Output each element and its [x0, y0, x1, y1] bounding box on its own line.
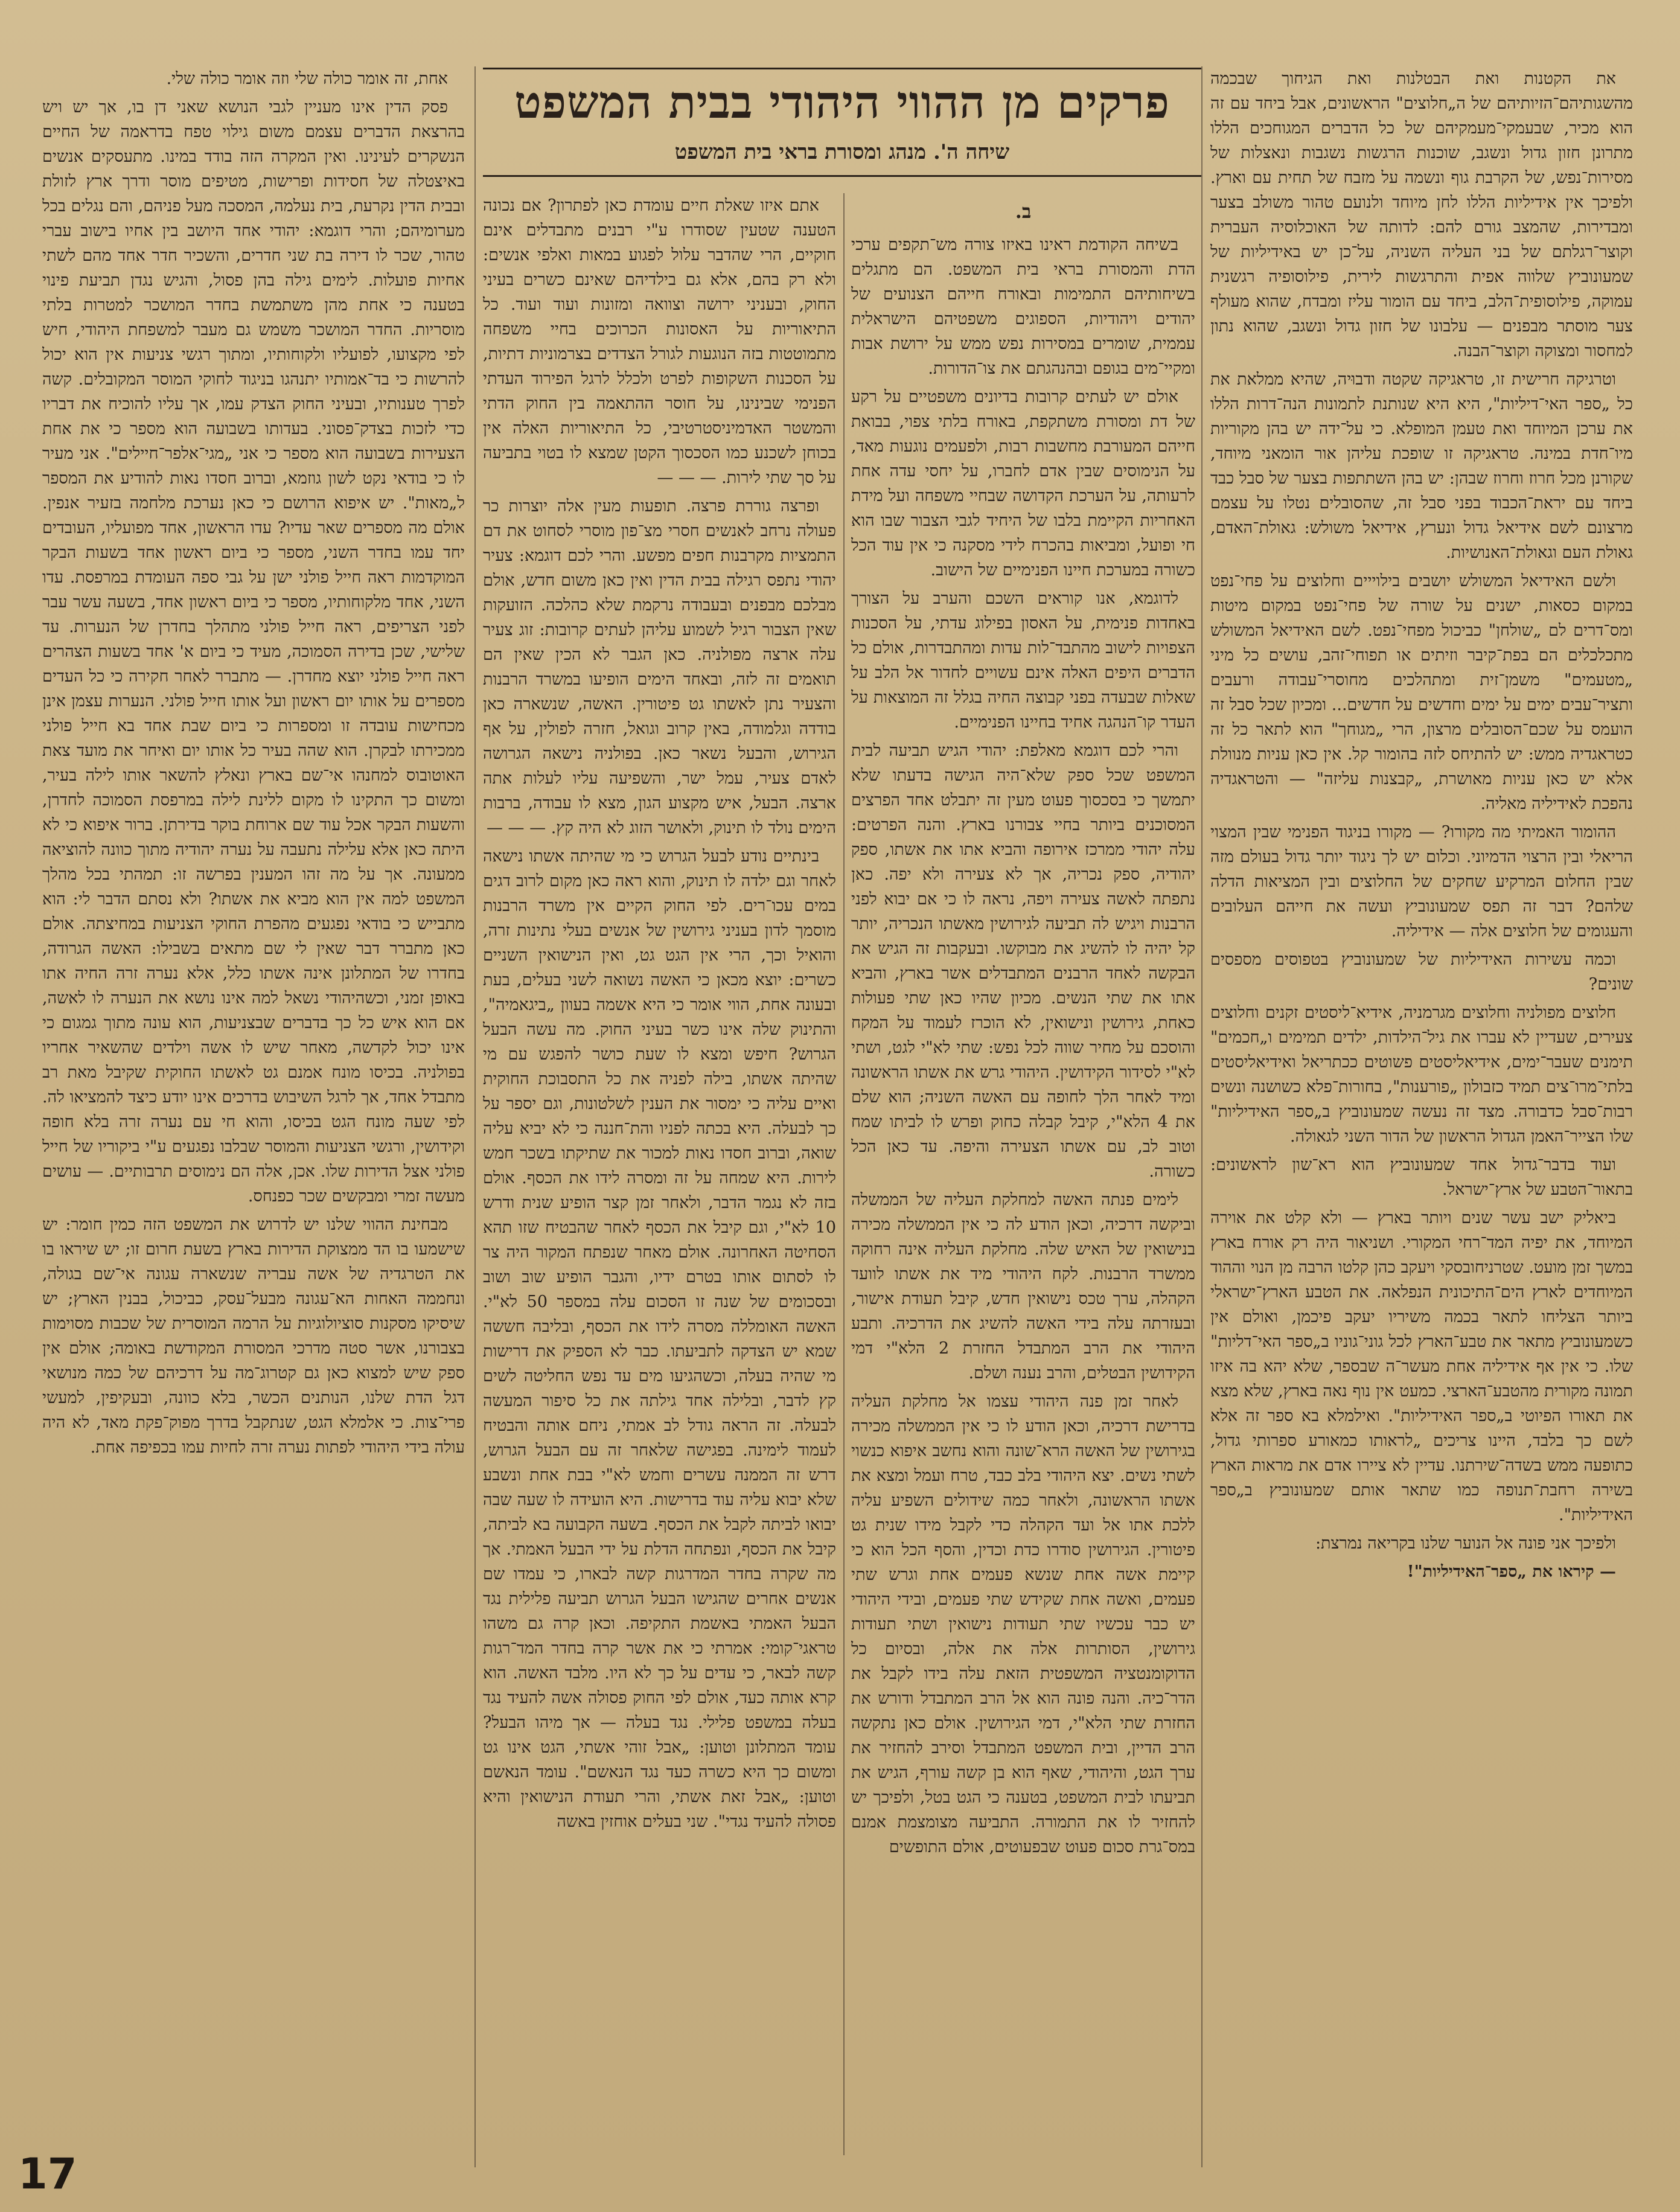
col1-para-4: ההומור האמיתי מה מקורו? — מקורו בניגוד הפנימי שבין המצוי הריאלי ובין הרצוי הדמיוני. וכלום יש לך ניגוד יותר גדול בעולם מזה שבין החלום המרקיע שחקים של החלוצים ובין המציאות הדלה שלהם? דבר זה תפס שמעונוביץ ועשה את חייהם העלובים והעגומים של חלוצים אלה — אידיליה. [1210, 823, 1633, 941]
col4-para-1: אחת, זה אומר כולה שלי וזה אומר כולה שלי. [166, 69, 448, 88]
col1-para-2: וטרגיקה חרישית זו, טראגיקה שקטה ודבוּיה, שהיא ממלאת את כל „ספר האי־דיליות", היא היא שנותנת לתמונות הנה־דרות הללו את ערכן המיוחד ואת טעמן המופלא. כי על־ידה יש בהן מקוריות מיו־חדת במינה. טראגיקה זו שופכת עליהן אור הומאני מיוחד, שקורנן מכל חרוז וחרוז שבהן: יש בהן השתתפות בצער של סבל כבד ביחד עם יראת־הכבוד בפני סבל זה, שהסובלים נטלו על עצמם מרצונם לשם אידיאל גדול ונערץ, אידיאל משולש: גאולת־האדם, גאולת העם וגאולת־האנושיות. [1210, 370, 1633, 562]
col2-para-1: בשיחה הקודמת ראינו באיזו צורה מש־תקפים ערכי הדת והמסורת בראי בית המשפט. הם מתגלים בשיחותיהם התמימות ובאורח חייהם הצנועים של יהודים ויהודיות, הספוגים משפטיהם הישראלית עממית, שומרים במסירות נפש ממש על ירושת אבות ומקיי־מים בגופם ובהנהגתם את צו־הדורות. [851, 235, 1195, 378]
article-subtitle: שיחה ה'. מנהג ומסורת בראי בית המשפט [674, 140, 1010, 164]
column-3 [483, 193, 836, 2155]
col2-para-5: לימים פנתה האשה למחלקת העליה של הממשלה וביקשה דרכיה, וכאן הודע לה כי אין הממשלה מכירה בנישואין של האיש שלה. מחלקת העליה אינה רחוקה ממשרד הרבנות. לקח היהודי מיד את אשתו לוועד הקהלה, ערך טכס נישואין חדש, קיבל תעודת אישור, ובעזרתה עלה בידי האשה להשיג את הדרכיה. ותבע היהודי את הרב המתבדל החזרת 2 הלא"י דמי הקידושין הבטלים, והרב נענה ושלם. [851, 1191, 1195, 1382]
col1-para-10: — קיראו את „ספר־האידיליות"! [1407, 1562, 1616, 1581]
column-4 [42, 66, 465, 2143]
col1-para-5: וכמה עשירות האידיליות של שמעונוביץ בטפוסים מספסים שונים? [1210, 950, 1633, 994]
article-title: פרקים מן ההווי היהודי בבית המשפט [514, 77, 1170, 129]
column-1 [1210, 66, 1633, 2155]
col2-para-3: לדוגמא, אנו קוראים השכם והערב על הצורך באחדות פנימית, על האסון בפילוג עדתי, על הסכנות הצפויות לישוב מהתבד־לות עדות ומהתבדרות, אולם כל הדברים היפים האלה אינם עשויים לחדור אל הלב על שאלות שבעדה בפני קבוצה החיה בגלל זה המוצאות על העדר קו־הנהגה אחיד בחיינו הפנימיים. [851, 589, 1195, 732]
column-rule-1 [1201, 66, 1203, 2167]
col3-para-3: בינתיים נודע לבעל הגרוש כי מי שהיתה אשתו נישאה לאחר וגם ילדה לו תינוק, והוא ראה כאן מקום לרוב דגים במים עכו־רים. לפי החוק הקיים אין משרד הרבנות מוסמך לדון בעניני גירושין של אנשים בעלי נתינות זרה, והואיל וכך, הרי אין הגט גט, ואין הנישואין השניים כשרים: יוצא מכאן כי האשה נשואה לשני בעלים, בעת ובעונה אחת, הווי אומר כי היא אשמה בעוון „ביגאמיה", והתינוק שלה אינו כשר בעיני החוק. מה עשה הבעל הגרוש? חיפש ומצא לו שעת כושר להפגש עם מי שהיתה אשתו, בילה לפניה את כל התסבוכת החוקית ואיים עליה כי ימסור את הענין לשלטונות, וגם יספר על כך לבעלה. היא בכתה לפניו והת־חננה כי לא יביא עליה שואה, וברוב חסדו נאות למכור את שתיקתו בשכר חמש לירות. היא שמחה על זה ומסרה לידו את הכסף. אולם בזה לא נגמר הדבר, ולאחר זמן קצר הופיע שנית ודרש 10 לא"י, וגם קיבל את הכסף לאחר שהבטיח שזו תהא הסחיטה האחרונה. אולם מאחר שנפתח המקור היה צר לו לסתום אותו בטרם ידיו, והגבר הופיע שוב ושוב ובסכומים של שנה זו הסכום עלה במספר 50 לא"י. האשה האומללה מסרה לידו את הכסף, ובליבה חששה שמא יש הצדקה לתביעתו. כבר לא הספיק את דרישות מי שהיה בעלה, וכשהגיעו מים עד נפש החליטה לשים קץ לדבר, ובלילה אחד גילתה את כל סיפור המעשה לבעלה. זה הראה גודל לב אמתי, ניחם אותה והבטיח לעמוד לימינה. בפגישה שלאחר זה עם הבעל הגרוש, דרש זה הממנה עשרים וחמש לא"י בבת אחת ונשבע שלא יבוא עליה עוד בדרישות. היא הועידה לו שעה שבה יבואו לביתה לקבל את הכסף. בשעה הקבועה בא לביתה, קיבל את הכסף, ונפתחה הדלת על ידי הבעל האמתי. אך מה שקרה בחדר המדרגות קשה לבארו, כי עמדו שם אנשים אחרים שהגישו הבעל הגרוש תביעה פלילית נגד הבעל האמתי באשמת התקיפה. וכאן קרה גם משהו טראגי־קומי: אמרתי כי את אשר קרה בחדר המד־רגות קשה לבאר, כי עדים על כך לא היו. מלבד האשה. הוא קרא אותה כעד, אולם לפי החוק פסולה אשה להעיד נגד בעלה במשפט פלילי. נגד בעלה — אך מיהו הבעל? עומד המתלונן וטוען: „אבל זוהי אשתי, הגט אינו גט ומשום כך היא כשרה כעד נגד הנאשם". עומד הנאשם וטוען: „אבל זאת אשתי, והרי תעודת הנישואין והיא פסולה להעיד נגדי". שני בעלים אוחזין באשה [483, 847, 836, 1831]
col4-para-2: פסק הדין אינו מעניין לגבי הנושא שאני דן בו, אך יש ויש בהרצאת הדברים עצמם משום גילוי טפח בדראמה של החיים הנשקרים לעינינו. ואין המקרה הזה בודד במינו. מתעסקים אנשים באיצטלה של חסידות ופרישות, מטיפים מוסר ודרך ארץ לזולת ובבית הדין נקרעת, בית נעלמה, המסכה מעל פניהם, והם נגלים בכל מערומיהם; והרי דוגמא: יהודי אחד היושב בין אחיו בישוב עברי טהור, שכר לו דירה בת שני חדרים, והשכיר חדר אחד מהם לשתי אחיות פועלות. לימים גילה בהן פסול, והגיש נגדן תביעת פינוי בטענה כי אחת מהן משתמשת בחדר המושכר למטרות בלתי מוסריות. החדר המושכר משמש גם מעבר למשפחת היהודי, חיש לפי מקצועו, לפועליו ולקוחותיו, ומתוך רגשי צניעות אין הוא יכול להרשות כי בד־אמותיו יתנהגו בניגוד לחוקי המוסר המקובלים. קשה לפרך טענותיו, ובעיני החוק הצדק עמו, אך עליו להוכיח את דבריו כדי לזכות בצדק־פסוני. בעדותו בשבועה הוא מספר כי את אחת הצעירות בשבועה הוא מספר כי אני „מגי־אלפר־חיילים". אני מעיר לו כי בודאי נקט לשון גוזמא, וברוב חסדו נאות להודיע את המספר ל„מאות". יש איפוא הרושם כי כאן נערכת מלחמה בזעיר אנפין. אולם מה מספרים שאר עדיו? עדו הראשון, אחד מפועליו, העובדים יחד עמו בחדר השני, מספר כי ביום ראשון אחד בשעות הבקר המוקדמות ראה חייל פולני ישן על גבי ספה העומדת במרפסת. עדו השני, אחד מלקוחותיו, מספר כי ביום ראשון אחד, בשעה עשר עבר לפני הצריפים, ראה חייל פולני מתהלך בחדרן של הנערות. עד שלישי, שכן בדירה הסמוכה, מעיד כי ביום א' אחד בשעות הצהרים ראה חייל פולני יוצא מחדרן. — מתברר לאחר חקירה כי כל העדים מספרים על אותו יום ראשון ועל אותו חייל פולני. הנערות עצמן אינן מכחישות עובדה זו ומספרות כי ביום שבת אחד בא חייל פולני ממכירתו לבקרן. הוא שהה בעיר כל אותו יום ואיחר את מועד צאת האוטובוס למחנהו אי־שם בארץ ונאלץ להשאר אותו לילה בעיר, ומשום כך התקינו לו מקום ללינת לילה במרפסת הסמוכה לחדרן, והשעות הבקר אכל עוד שם ארוחת בוקר בדירתן. ברור איפוא כי לא היתה כאן אלא עלילה נתעבה על נערה יהודיה מתוך כוונה להוציאה ממעונה. אך על מה זהו המענין בפרשה זו: תמהתי בכל מהלך המשפט למה אין הוא מביא את אשתו? ולא נסתם הדבר לי: הוא מתבייש כי בודאי נפגעים מהפרת החוקי הצניעות במחיצתה. אולם כאן מתברר דבר שאין לי שם מתאים בשבילו: האשה הגרודה, בחדרו של המתלונן אינה אשתו כלל, אלא נערה זרה החיה אתו באופן זמני, וכשהיהודי נשאל למה אינו נושא את הנערה לו לאשה, אם הוא איש כל כך בדברים שבצניעות, הוא עונה מתוך גמגום כי אינו יכול לקדשה, מאחר שיש לו אשה וילדים שהשאיר אחריו בפולניה. בכיסו מונח אמנם גט לאשתו החוקית שקיבל מאת רב מתבדל אחד, אך לרגל השיבוש בדרכים אינו יודע כיצד להמציאו לה. לפי שעה מונח הגט בכיסו, והוא חי עם נערה זרה בלא חופה וקידושין, ורגשי הצניעות והמוסר שבלבו נפגעים ע"י ביקוריו של חייל פולני אצל הדירות שלו. אכן, אלה הם נימוסים תרבותיים. — עושים מעשה זמרי ומבקשים שכר כפנחס. [42, 98, 465, 1206]
title-rule-top [483, 68, 1201, 69]
col2-para-4: והרי לכם דוגמא מאלפת: יהודי הגיש תביעה לבית המשפט שכל ספק שלא־היה הגישה בדעתו שלא יתמשך כי בסכסוך פעוט מעין זה יתבלט אחד הפרצים המסוכנים ביותר בחיי צבורנו בארץ. והנה הפרטים: עלה יהודי ממרכז אירופה והביא אתו את אשתו, ספק יהודיה, ספק נכריה, אך לא צעירה ולא יפה. כאן נתפתה לאשה צעירה ויפה, נראה לו כי אם יבוא לפני הרבנות ויגיש לה תביעה לגירושין מאשתו הנכריה, יותר קל יהיה לו להשיג את מבוקשו. ובעקבות זה הגיש את הבקשה לאחד הרבנים המתבדלים אשר בארץ, והביא אתו את שתי הנשים. מכיון שהיו כאן שתי פעולות כאחת, גירושין ונישואין, לא הוכרז לעמוד על המקח והוסכם על מחיר שווה לכל נפש: שתי לא"י לגט, ושתי לא"י לסידור הקידושין. היהודי גרש את אשתו הראשונה ומיד לאחר הלך לחופה עם האשה השניה; הוא שלם את 4 הלא"י, קיבל קבלה כחוק ופרש לו לביתו שמח וטוב לב, עם אשתו הצעירה והיפה. עד כאן הכל כשורה. [851, 741, 1195, 1181]
col1-para-9: ולפיכך אני פונה אל הנוער שלנו בקריאה נמרצת: [1315, 1534, 1616, 1553]
col1-para-7: ועוד בדבר־גדול אחד שמעונוביץ הוא רא־שון לראשונים: בתאור־הטבע של ארץ־ישראל. [1210, 1156, 1633, 1199]
col2-para-2: אולם יש לעתים קרובות בדיונים משפטיים על רקע של דת ומסורת משתקפת, באורח בלתי צפוי, בבואת חייהם המעורבת מחשבות רבות, ולפעמים נוגעות מאד, על הנימוסים שבין אדם לחברו, על יחסי עדה אחת לרעותה, על הערכת הקדושה שבחיי משפחה ועל מידת האחריות הקיימת בלבו של היחיד לגבי הצבור שבו הוא חי ופועל, ומביאות בהכרח לידי מסקנה כי אין עוד הכל כשורה במערכת חיינו הפנימיים של הישוב. [851, 388, 1195, 580]
col1-para-3: ולשם האידיאל המשולש יושבים בילוייים וחלוצים על פחי־נפט במקום כסאות, ישנים על שורה של פחי־נפט במקום מיטות ומס־דרים לם „שולחן" כביכול מפחי־נפט. לשם האידיאל המשולש מתכלכלים הם בפת־קיבר וזיתים או תפוחי־זהב, עושים כל מיני „מטעמים" משמן־זית ומתהלכים מחוסרי־עבודה ורעבים ותציר־עבים ימים על ימים וחדשים על חדשים... ומכיון שכל סבל זה הועמס על שכם־הסובלים מרצון, הרי „מגוחך" הוא לתאר כל זה כטראגדיה ממש: יש להתיחס לזה בהומור קל. אין כאן עניות מנוולת אלא יש כאן עניות מאושרת, „קבצנות עליזה" — והטראגדיה נהפכת לאידיליה מאליה. [1210, 572, 1633, 813]
col1-para-8: ביאליק ישב עשר שנים ויותר בארץ — ולא קלט את אוירה המיוחד, את יפיה המד־רחי המקורי. ושניאור היה רק אורח בארץ במשך זמן מועט. שטרניחובסקי ויעקב כהן קלטו הרבה מן הנוי וההוד המיוחדים לארץ הים־התיכונית הנפלאה. את הטבע הארץ־ישראלי ביותר הצליחו לתאר בכמה משיריו יעקב פיכמן, ואולם אין כשמעונוביץ מתאר את טבע־הארץ לכל גוני־גוניו ב„ספר האי־דליות" שלו. כי אין אף אידיליה אחת מעשר־ה שבספר, שלא יהא בה איזו תמונה מקורית מהטבע־הארצי. כמעט אין נוף נאה בארץ, שלא מצא את תאורו הפיוטי ב„ספר האידיליות". ואילמלא בא ספר זה אלא לשם כך בלבד, היינו צריכים „לראותו כמאורע ספרותי גדול, כתופעה ממש בשדה־שירתנו. עדיין לא ציירו אדם את מראות הארץ בשירה רחבת־תנופה כמו שתאר אותם שמעונוביץ ב„ספר האידיליות". [1210, 1209, 1633, 1524]
column-2 [851, 193, 1195, 2155]
column-rule-3 [474, 66, 476, 2167]
section-mark-b: ב. [1015, 200, 1032, 223]
title-rule-bottom [483, 175, 1201, 177]
col4-para-3: מבחינת ההווי שלנו יש לדרוש את המשפט הזה כמין חומר: יש שישמעו בו הד ממצוקת הדירות בארץ בשעת חרום זו; יש שיראו בו את הטרגדיה של אשה עבריה שנשארה עגונה אי־שם בגולה, ונחממה האחות הא־עגונה מבעל־עסק, כביכול, בבנין הארץ; יש שיסיקו מסקנות סוציולוגיות על הרמה המוסרית של שכבות מסוימות בצבורנו, אשר סטה מדרכי המסורת המקודשת באומה; אולם אין ספק שיש למצוא כאן גם קטרוג־מה על דרכיהם של כמה מנושאי דגל הדת שלנו, הנותנים הכשר, בלא כוונה, ובעקיפין, למעשי פרי־צות. כי אלמלא הגט, שנתקבל בדרך מפוק־פקת מאד, לא היה עולה בידי היהודי לפתות נערה זרה לחיות עמו בכפיפה אחת. [42, 1215, 465, 1457]
page-number: 17 [18, 2149, 77, 2199]
column-rule-2 [843, 193, 845, 2155]
col3-para-2: ופרצה גוררת פרצה. תופעות מעין אלה יוצרות כר פעולה נרחב לאנשים חסרי מצ־פון מוסרי לסחוט את דם התמציות מקרבנות חפים מפשע. והרי לכם דוגמא: צעיר יהודי נתפס רגילה בבית הדין ואין כאן משום חדש, אולם מבלכם מבפנים ובעבודה נרקמת שלא כהלכה. הזועקות שאין הצבור רגיל לשמוע עליהן לעתים קרובות: זוג צעיר עלה ארצה מפולניה. כאן הגבר לא הכין שאין הם תואמים זה לזה, ובאחד הימים הופיעו במשרד הרבנות והצעיר נתן לאשתו גט פיטורין. האשה, שנשארה כאן בודדה וגלמודה, באין קרוב וגואל, חזרה לפולין, על אף הגירוש, והבעל נשאר כאן. בפולניה נישאה הגרושה לאדם צעיר, עמל ישר, והשפיעה עליו לעלות אתה ארצה. הבעל, איש מקצוע הגון, מצא לו עבודה, ברבות הימים נולד לו תינוק, ולאושר הזוג לא היה קץ. — — — [483, 497, 836, 837]
col3-para-1: אתם איזו שאלת חיים עומדת כאן לפתרון? אם נכונה הטענה שטעין שסודרו ע"י רבנים מתבדלים אינם חוקיים, הרי שהדבר עלול לפגוע במאות ואלפי אנשים: ולא רק בהם, אלא גם בילדיהם שאינם כשרים בעיני החוק, ובעניני ירושה וצוואה ומזונות ועוד ועוד. כל התיאוריות על האסונות הכרוכים בחיי משפחה מתמוטטות בזה הנוגעות לגורל הצדדים בצרמוניות דתיות, על הסכנות השקופות לפרט ולכלל לרגל הפירוד העדתי הפנימי שבינינו, על חוסר ההתאמה בין החוק הדתי והמשטר האדמיניסטרטיבי, כל התיאוריות האלה אין בכוחן לשכנע כמו הסכסוך הקטן שמצא לו בטוי בתביעה על סך שתי לירות. — — — [483, 196, 836, 487]
col1-para-6: חלוצים מפולניה וחלוצים מגרמניה, אידיא־ליסטים זקנים וחלוצים צעירים, שעדיין לא עברו את גיל־הילדות, ילדים תמימים ו„חכמים" תימנים שעבר־ימים, אידיאליסטים פשוטים ככתריאל ואידיאליסטים בלתי־מרו־צים תמיד כזבולון „פורענות", בחורות־פלא כשושנה ונשים רבות־סבל כדבורה. מצד זה נעשה שמעונוביץ ב„ספר האידיליות" שלו הצייר־האמן הגדול הראשון של הדור השני לגאולה. [1210, 1003, 1633, 1146]
col1-para-1: את הקטנות ואת הבטלנות ואת הגיחוך שבכמה מהשגותיהם־הזיותיהם של ה„חלוצים" הראשונים, אבל ביחד עם זה הוא מכיר, שבעמקי־מעמקיהם של כל הדברים המגוחכים הללו מתרונן חזון גדול ונשגב, שוכנות הרגשות נשגבות ונאצלות של מסירות־נפש, של הקרבת גוף ונשמה על מזבח של תחית עם וארץ. ולפיכך אין אידיליות הללו לחן מיוחד ולנועם טהור משולב בצער ומבדירות, שהמצב גורם להם: לדותה של האוכלוסיה העברית וקוצר־רגלתם של בני העליה השניה, על־כן יש באידיליות של שמעונוביץ שלווה אפית והתרגשות לירית, פילוסופיה רגשנית עמוקה, פילוסופית־הלב, ביחד עם הומור עליז ומבדח, שהוא מעולף צער מוסתר מבפנים — עלבונו של חזון גדול ונשגב, שהוא נתון למחסור ומצוקה וקוצר־הבנה. [1210, 69, 1633, 360]
col2-para-6: לאחר זמן פנה היהודי עצמו אל מחלקת העליה בדרישת דרכיה, וכאן הודע לו כי אין הממשלה מכירה בגירושין של האשה הרא־שונה והוא נחשב איפוא כנשוי לשתי נשים. יצא היהודי בלב כבד, טרח ועמל ומצא את אשתו הראשונה, ולאחר כמה שידולים השפיע עליה ללכת אתו אל ועד הקהלה כדי לקבל מידו שנית גט פיטורין. הגירושין סודרו כדת וכדין, והסף הכל הוא כי קיימת אשה אחת שנשא פעמים אחת וגרש שתי פעמים, ואשה אחת שקידש שתי פעמים, ובידי היהודי יש כבר עכשיו שתי תעודות נישואין ושתי תעודות גירושין, הסותרות אלה את אלה, ובסיום כל הדוקומנטציה המשפטית הזאת עלה בידו לקבל את הדר־כיה. והנה פונה הוא אל הרב המתבדל ודורש את החזרת שתי הלא"י, דמי הגירושין. אולם כאן נתקשה הרב הדיין, ובית המשפט המתבדל וסירב להחזיר את ערך הגט, והיהודי, שאף הוא בן קשה עורף, הגיש את תביעתו לבית המשפט, בטענה כי הגט בטל, ולפיכך יש להחזיר לו את התמורה. התביעה מצומצמת אמנם במס־גרת סכום פעוט שבפעוטים, אולם התופשים [851, 1392, 1195, 1856]
